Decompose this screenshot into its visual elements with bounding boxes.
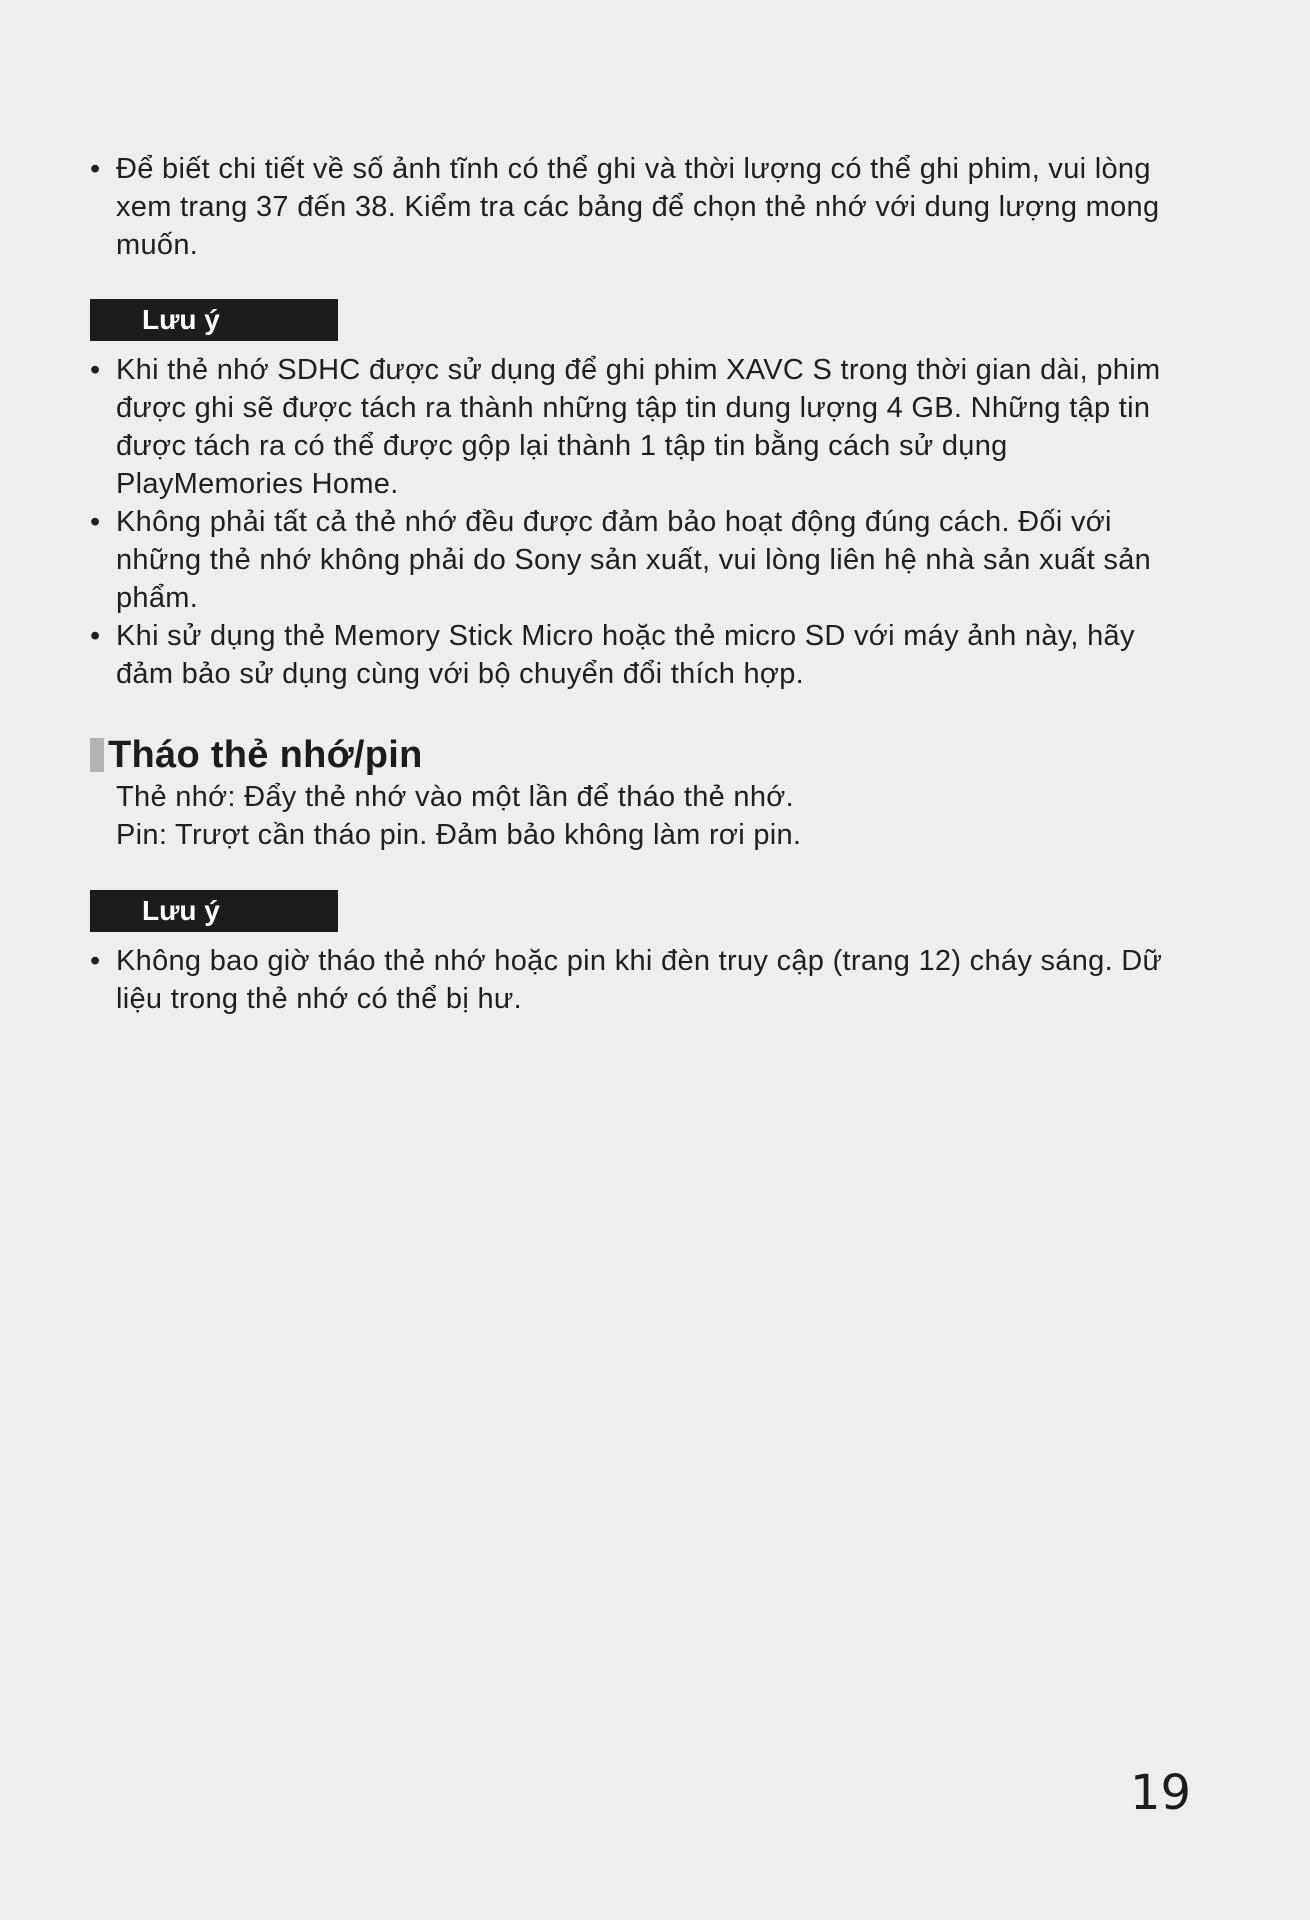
section-line: Thẻ nhớ: Đẩy thẻ nhớ vào một lần để tháo thẻ nhớ. [116,781,794,813]
note-list [90,351,1190,693]
list-item [90,503,1190,617]
note-label: Lưu ý [90,299,338,341]
heading-marker-icon [90,738,104,772]
bullet-icon: • [90,153,101,185]
list-item [90,150,1190,264]
note-list [90,942,1190,1018]
bullet-icon: • [90,620,101,652]
list-item [90,351,1190,503]
list-item-text: Khi sử dụng thẻ Memory Stick Micro hoặc thẻ micro SD với máy ảnh này, hãy đảm bảo sử dụng cùng với bộ chuyển đổi thích hợp. [116,620,1135,690]
section-title: Tháo thẻ nhớ/pin [108,733,423,776]
intro-list [90,150,1190,264]
section-line: Pin: Trượt cần tháo pin. Đảm bảo không làm rơi pin. [116,819,802,851]
page-number: 19 [1130,1765,1192,1821]
list-item-text: Để biết chi tiết về số ảnh tĩnh có thể ghi và thời lượng có thể ghi phim, vui lòng xem trang 37 đến 38. Kiểm tra các bảng để chọn thẻ nhớ với dung lượng mong muốn. [116,153,1160,261]
section-body [116,778,1176,854]
list-item-text: Khi thẻ nhớ SDHC được sử dụng để ghi phim XAVC S trong thời gian dài, phim được ghi sẽ được tách ra thành những tập tin dung lượng 4 GB. Những tập tin được tách ra có thể được gộp lại thành 1 tập tin bằng cách sử dụng PlayMemories Home. [116,354,1161,500]
note-label: Lưu ý [90,890,338,932]
bullet-icon: • [90,354,101,386]
list-item-text: Không bao giờ tháo thẻ nhớ hoặc pin khi đèn truy cập (trang 12) cháy sáng. Dữ liệu trong thẻ nhớ có thể bị hư. [116,945,1163,1015]
list-item [90,942,1190,1018]
list-item [90,617,1190,693]
bullet-icon: • [90,945,101,977]
section-heading [90,732,423,778]
list-item-text: Không phải tất cả thẻ nhớ đều được đảm bảo hoạt động đúng cách. Đối với những thẻ nhớ không phải do Sony sản xuất, vui lòng liên hệ nhà sản xuất sản phẩm. [116,506,1152,614]
bullet-icon: • [90,506,101,538]
